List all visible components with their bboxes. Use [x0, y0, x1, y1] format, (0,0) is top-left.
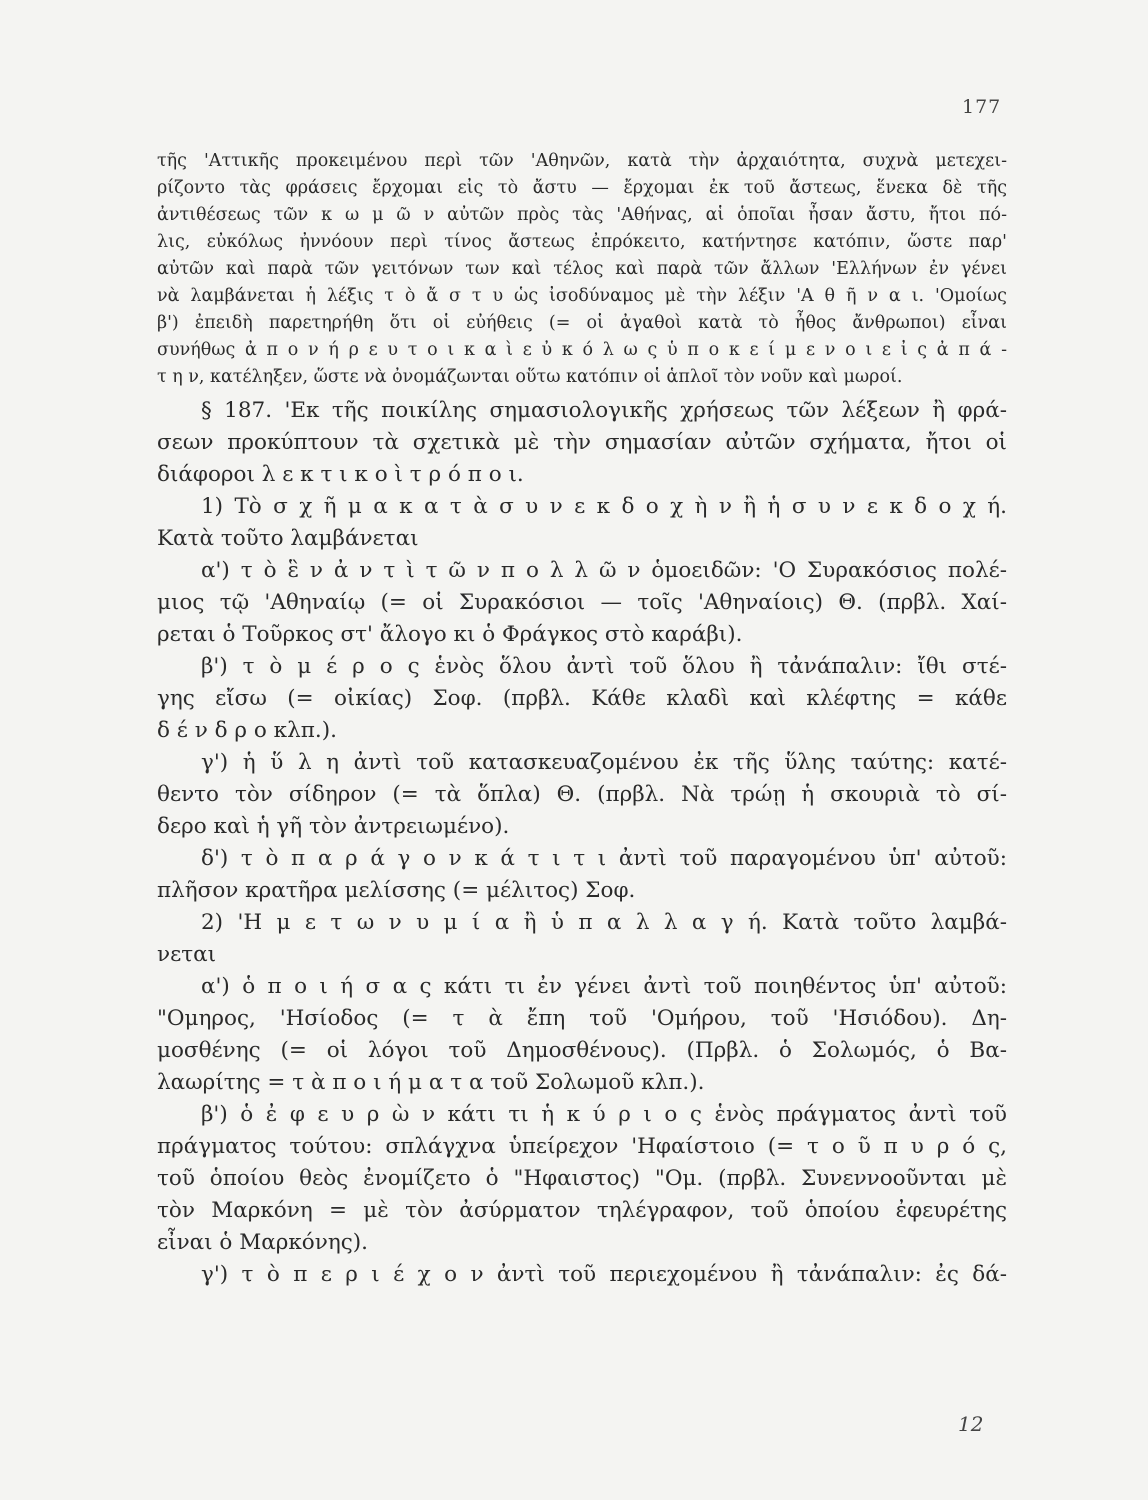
text-line: σεων προκύπτουν τὰ σχετικὰ μὲ τὴν σημασίαν αὐτῶν σχήματα, ἤτοι οἱ	[157, 430, 1007, 455]
text-line: δ') τ ὸ π α ρ ά γ ο ν κ ά τ ι τ ι ἀντὶ τοῦ παραγομένου ὑπ' αὐτοῦ:	[201, 846, 1007, 871]
text-line: μοσθένης (= οἱ λόγοι τοῦ Δημοσθένους). (Πρβλ. ὁ Σολωμός, ὁ Βα-	[157, 1038, 1007, 1063]
text-line: νεται	[157, 942, 217, 967]
text-line: συνήθως ἀ π ο ν ή ρ ε υ τ ο ι κ α ὶ ε ὐ κ ό λ ω ς ὑ π ο κ ε ί μ ε ν ο ι ε ἰ ς ἀ π ά -	[157, 340, 1007, 360]
page-number: 177	[962, 96, 1002, 118]
signature-mark: 12	[958, 1412, 984, 1436]
text-line: λις, εὐκόλως ἠννόουν περὶ τίνος ἄστεως ἐπρόκειτο, κατήντησε κατόπιν, ὥστε παρ'	[157, 232, 1007, 252]
text-line: α') ὁ π ο ι ή σ α ς κάτι τι ἐν γένει ἀντὶ τοῦ ποιηθέντος ὑπ' αὐτοῦ:	[201, 974, 1007, 999]
text-line: τὸν Μαρκόνη = μὲ τὸν ἀσύρματον τηλέγραφον, τοῦ ὁποίου ἐφευρέτης	[157, 1198, 1007, 1223]
text-line: θεντο τὸν σίδηρον (= τὰ ὅπλα) Θ. (πρβλ. Νὰ τρώῃ ἡ σκουριὰ τὸ σί-	[157, 782, 1007, 807]
text-line: "Ομηρος, 'Ησίοδος (= τ ὰ ἔπη τοῦ 'Ομήρου, τοῦ 'Ησιόδου). Δη-	[157, 1006, 1007, 1031]
text-line: γης εἴσω (= οἰκίας) Σοφ. (πρβλ. Κάθε κλαδὶ καὶ κλέφτης = κάθε	[157, 686, 1007, 711]
text-line: ρεται ὁ Τοῦρκος στ' ἄλογο κι ὁ Φράγκος στὸ καράβι).	[157, 622, 743, 647]
text-line: 2) 'Η μ ε τ ω ν υ μ ί α ἢ ὑ π α λ λ α γ ή. Κατὰ τοῦτο λαμβά-	[201, 910, 1007, 935]
text-line: διάφοροι λ ε κ τ ι κ ο ὶ τ ρ ό π ο ι.	[157, 462, 524, 487]
text-line: πλῆσον κρατῆρα μελίσσης (= μέλιτος) Σοφ.	[157, 878, 636, 903]
text-line: β') ὁ ἐ φ ε υ ρ ὼ ν κάτι τι ἡ κ ύ ρ ι ο ς ἑνὸς πράγματος ἀντὶ τοῦ	[201, 1102, 1007, 1127]
text-line: 1) Τὸ σ χ ῆ μ α κ α τ ὰ σ υ ν ε κ δ ο χ ὴ ν ἢ ἡ σ υ ν ε κ δ ο χ ή.	[201, 494, 1007, 519]
text-line: τ η ν, κατέληξεν, ὥστε νὰ ὀνομάζωνται οὕτω κατόπιν οἱ ἁπλοῖ τὸν νοῦν καὶ μωροί.	[157, 367, 903, 387]
text-line: αὐτῶν καὶ παρὰ τῶν γειτόνων των καὶ τέλος καὶ παρὰ τῶν ἄλλων 'Ελλήνων ἐν γένει	[157, 259, 1007, 279]
text-line: γ') τ ὸ π ε ρ ι έ χ ο ν ἀντὶ τοῦ περιεχομένου ἢ τἀνάπαλιν: ἐς δά-	[201, 1262, 1007, 1287]
text-line: β') τ ὸ μ έ ρ ο ς ἑνὸς ὅλου ἀντὶ τοῦ ὅλου ἢ τἀνάπαλιν: ἴθι στέ-	[201, 654, 1007, 679]
intro-paragraph	[157, 148, 1007, 391]
text-line: δ έ ν δ ρ ο κλπ.).	[157, 718, 337, 743]
section-heading-line: § 187. 'Εκ τῆς ποικίλης σημασιολογικῆς χρήσεως τῶν λέξεων ἢ φρά-	[201, 398, 1007, 423]
text-line: τοῦ ὁποίου θεὸς ἐνομίζετο ὁ "Ηφαιστος) "Ομ. (πρβλ. Συνεννοοῦνται μὲ	[157, 1166, 1007, 1191]
text-line: Κατὰ τοῦτο λαμβάνεται	[157, 526, 419, 551]
text-line: λαωρίτης = τ ὰ π ο ι ή μ α τ α τοῦ Σολωμοῦ κλπ.).	[157, 1070, 705, 1095]
text-line: πράγματος τούτου: σπλάγχνα ὑπείρεχον 'Ηφαίστοιο (= τ ο ῦ π υ ρ ό ς,	[157, 1134, 1007, 1159]
section-187	[157, 395, 1007, 1291]
text-line: α') τ ὸ ἓ ν ἀ ν τ ὶ τ ῶ ν π ο λ λ ῶ ν ὁμοειδῶν: 'Ο Συρακόσιος πολέ-	[201, 558, 1007, 583]
text-line: ρίζοντο τὰς φράσεις ἔρχομαι εἰς τὸ ἄστυ — ἔρχομαι ἐκ τοῦ ἄστεως, ἕνεκα δὲ τῆς	[157, 178, 1007, 198]
text-line: εἶναι ὁ Μαρκόνης).	[157, 1230, 368, 1255]
text-line: τῆς 'Αττικῆς προκειμένου περὶ τῶν 'Αθηνῶν, κατὰ τὴν ἀρχαιότητα, συχνὰ μετεχει-	[157, 151, 1007, 171]
text-line: γ') ἡ ὕ λ η ἀντὶ τοῦ κατασκευαζομένου ἐκ τῆς ὕλης ταύτης: κατέ-	[201, 750, 1007, 775]
text-line: β') ἐπειδὴ παρετηρήθη ὅτι οἱ εὐήθεις (= οἱ ἀγαθοὶ κατὰ τὸ ἦθος ἄνθρωποι) εἶναι	[157, 313, 1007, 333]
text-line: ἀντιθέσεως τῶν κ ω μ ῶ ν αὐτῶν πρὸς τὰς 'Αθήνας, αἱ ὁποῖαι ἦσαν ἄστυ, ἤτοι πό-	[157, 205, 1007, 225]
text-line: δερο καὶ ἡ γῆ τὸν ἀντρειωμένο).	[157, 814, 510, 839]
text-line: νὰ λαμβάνεται ἡ λέξις τ ὸ ἄ σ τ υ ὡς ἰσοδύναμος μὲ τὴν λέξιν 'Α θ ῆ ν α ι. 'Ομοίως	[157, 286, 1007, 306]
text-line: μιος τῷ 'Αθηναίῳ (= οἱ Συρακόσιοι — τοῖς 'Αθηναίοις) Θ. (πρβλ. Χαί-	[157, 590, 1007, 615]
page-body	[157, 148, 1007, 1291]
